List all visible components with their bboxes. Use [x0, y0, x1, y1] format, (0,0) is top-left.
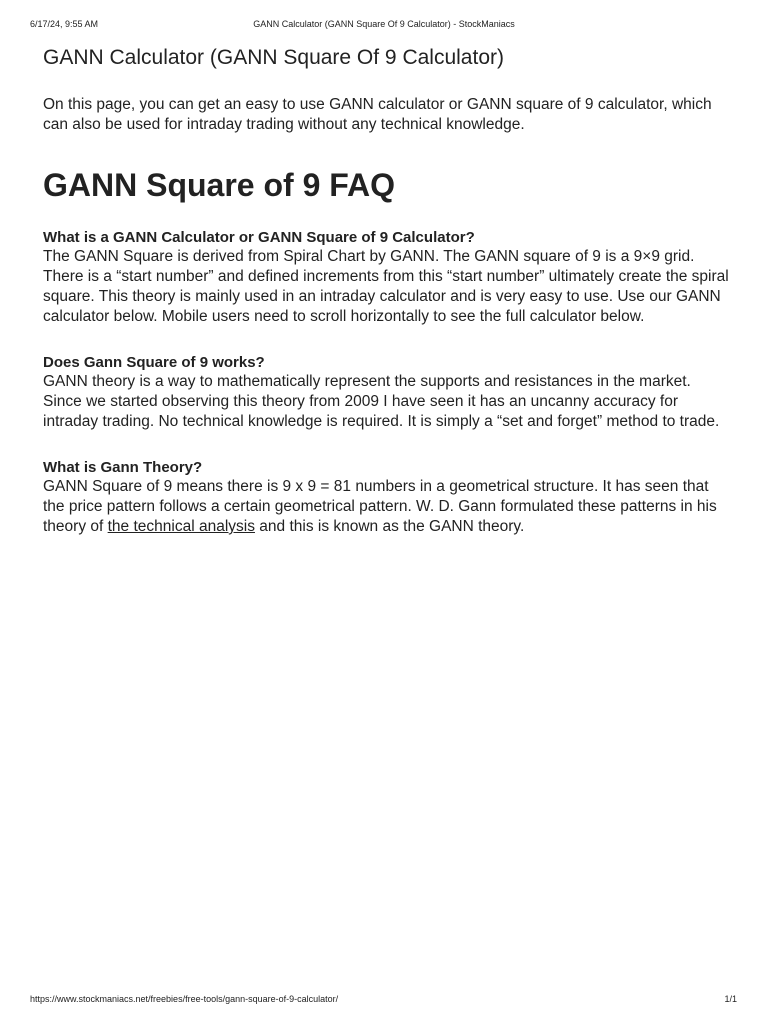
main-content: [43, 44, 733, 537]
faq-question: Does Gann Square of 9 works?: [43, 354, 265, 371]
page-url: https://www.stockmaniacs.net/freebies/free-tools/gann-square-of-9-calculator/: [30, 994, 339, 1004]
faq-item-calculator: [43, 228, 733, 327]
faq-question: What is Gann Theory?: [43, 459, 203, 476]
faq-question: What is a GANN Calculator or GANN Square of 9 Calculator?: [43, 229, 475, 246]
print-datetime: 6/17/24, 9:55 AM: [30, 19, 99, 29]
faq-answer: GANN theory is a way to mathematically represent the supports and resistances in the market. Since we started observing this theory from 2009 I have seen it has an uncanny accuracy for intraday trading. No technical knowledge is required. It is simply a “set and forget” method to trade.: [43, 373, 720, 430]
technical-analysis-link[interactable]: the technical analysis: [107, 518, 255, 535]
page-title: GANN Calculator (GANN Square Of 9 Calculator): [43, 46, 504, 69]
faq-answer-text: GANN Square of 9 means there is 9 x 9 = 81 numbers in a geometrical structure. It has seen that the price pattern follows a certain geometrical pattern. W. D. Gann formulated these patterns in his theory of: [43, 478, 717, 535]
intro-paragraph: On this page, you can get an easy to use GANN calculator or GANN square of 9 calculator, which can also be used for intraday trading without any technical knowledge.: [43, 96, 712, 133]
page-count: 1/1: [724, 994, 737, 1004]
faq-item-theory: [43, 458, 733, 537]
print-footer: [0, 994, 768, 1008]
faq-answer: [43, 477, 733, 537]
faq-item-works: [43, 353, 733, 432]
print-header: [0, 19, 768, 33]
faq-answer-text-end: and this is known as the GANN theory.: [254, 518, 525, 535]
faq-answer: The GANN Square is derived from Spiral Chart by GANN. The GANN square of 9 is a 9×9 grid. There is a “start number” and defined increments from this “start number” ultimately create the spiral square. This theory is mainly used in an intraday calculator and is very easy to use. Use our GANN calculator below. Mobile users need to scroll horizontally to see the full calculator below.: [43, 248, 729, 325]
faq-heading: GANN Square of 9 FAQ: [43, 167, 396, 203]
print-doc-title: GANN Calculator (GANN Square Of 9 Calculator) - StockManiacs: [253, 19, 515, 29]
